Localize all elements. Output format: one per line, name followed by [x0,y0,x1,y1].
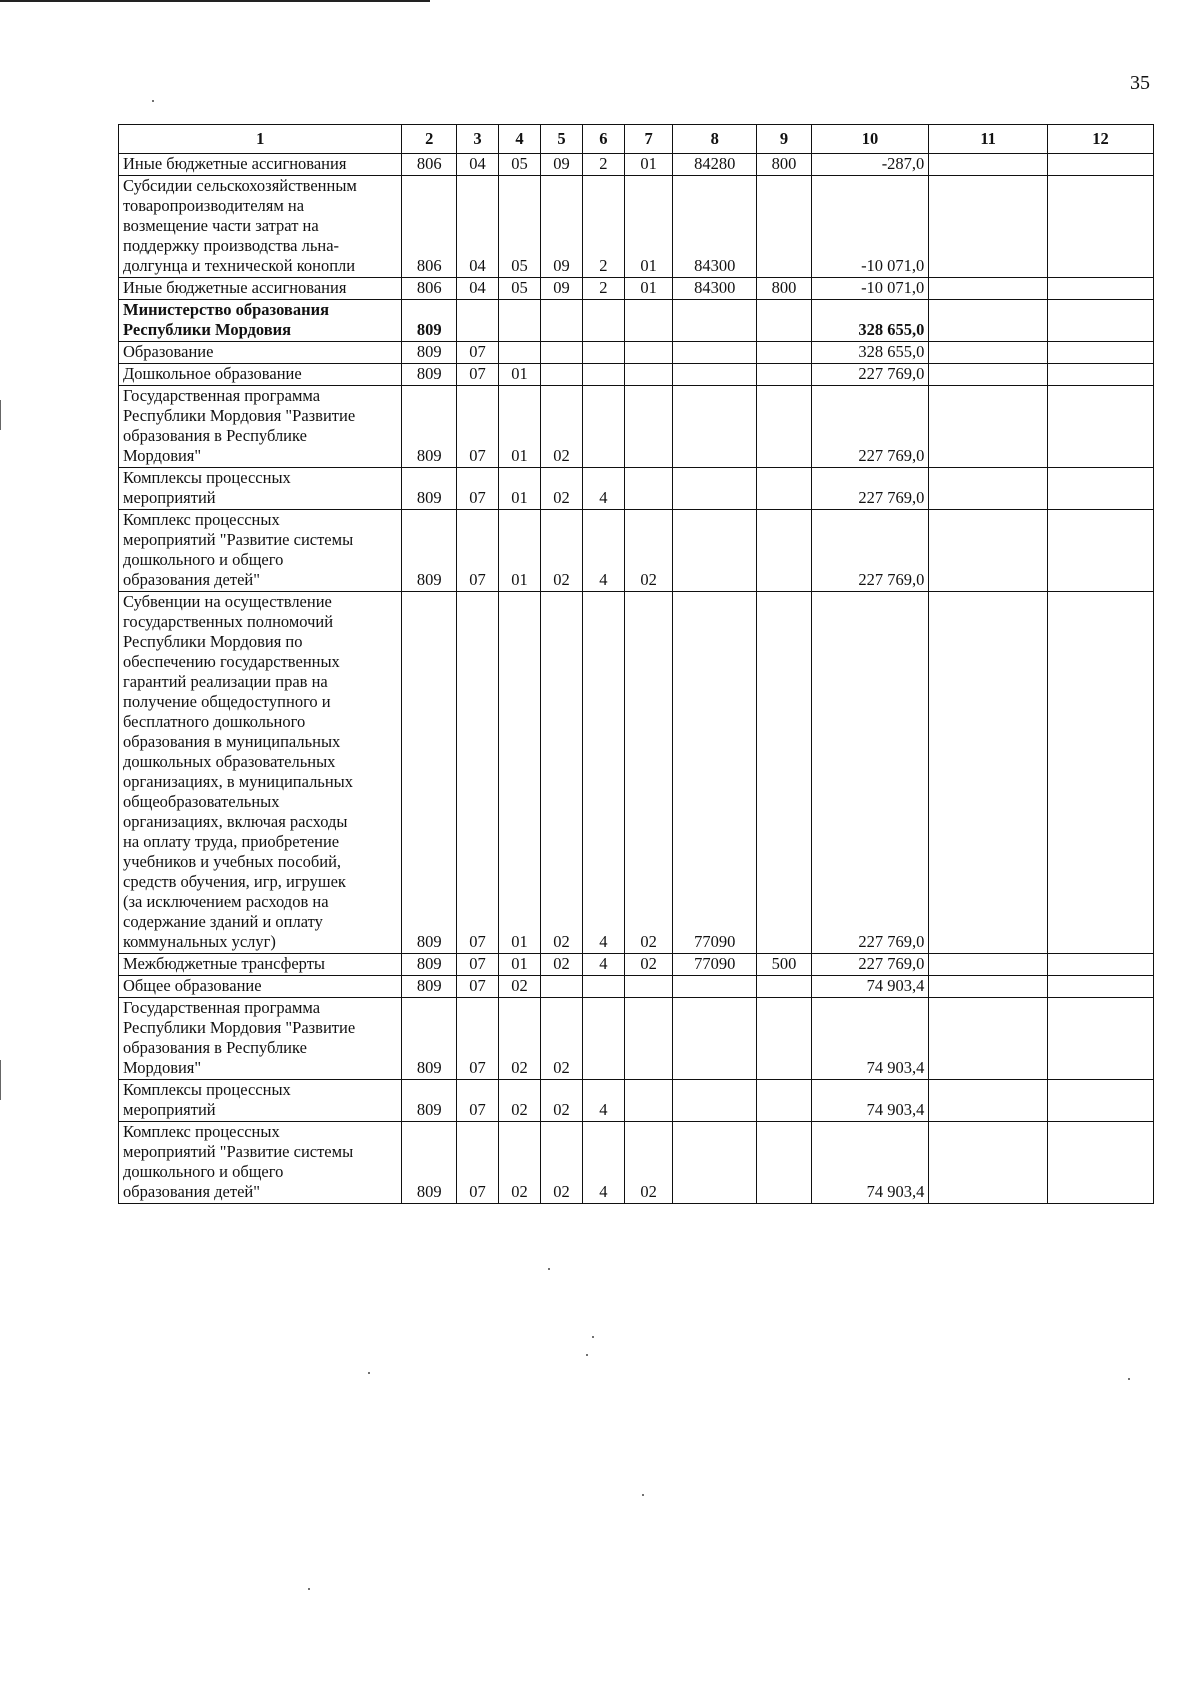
code-cell-c3: 07 [456,342,498,364]
amount-cell-c12 [1047,1080,1153,1122]
code-cell-c3: 07 [456,510,498,592]
column-header: 11 [929,125,1048,154]
code-cell-c3: 04 [456,154,498,176]
code-cell-c8: 77090 [673,592,757,954]
column-header: 5 [540,125,582,154]
code-cell-c5: 02 [540,592,582,954]
code-cell-c5: 09 [540,176,582,278]
amount-cell: 328 655,0 [811,342,929,364]
code-cell-c9 [757,976,812,998]
code-cell-c2: 809 [402,364,457,386]
amount-cell-c11 [929,510,1048,592]
code-cell-c8: 84300 [673,278,757,300]
row-name-cell: Субсидии сельскохозяйственным товаропроизводителям на возмещение части затрат на поддержку производства льна- долгунца и технической конопли [119,176,402,278]
row-name-cell: Комплексы процессных мероприятий [119,468,402,510]
column-header: 4 [498,125,540,154]
table-body [119,154,1154,1204]
table-row [119,1122,1154,1204]
scan-edge-line [0,0,430,2]
scan-speck [548,1268,550,1270]
amount-cell-c12 [1047,954,1153,976]
code-cell-c3 [456,300,498,342]
code-cell-c9 [757,386,812,468]
code-cell-c7 [624,364,672,386]
code-cell-c2: 809 [402,468,457,510]
code-cell-c4: 01 [498,592,540,954]
row-name-cell: Субвенции на осуществление государственных полномочий Республики Мордовия по обеспечению государственных гарантий реализации прав на получение общедоступного и бесплатного дошкольного образования в муниципальных дошкольных образовательных организациях, в муниципальных общеобразовательных организациях, включая расходы на оплату труда, приобретение учебников и учебных пособий, средств обучения, игр, игрушек (за исключением расходов на содержание зданий и оплату коммунальных услуг) [119,592,402,954]
table-row [119,176,1154,278]
code-cell-c5: 02 [540,954,582,976]
page-number: 35 [1130,72,1150,94]
amount-cell-c12 [1047,300,1153,342]
column-header: 1 [119,125,402,154]
amount-cell-c11 [929,176,1048,278]
code-cell-c4: 02 [498,998,540,1080]
amount-cell-c12 [1047,1122,1153,1204]
table-row [119,154,1154,176]
code-cell-c9 [757,1080,812,1122]
table-row [119,468,1154,510]
code-cell-c9 [757,510,812,592]
amount-cell-c12 [1047,468,1153,510]
amount-cell-c11 [929,278,1048,300]
code-cell-c6 [582,300,624,342]
column-header: 7 [624,125,672,154]
amount-cell: -10 071,0 [811,278,929,300]
code-cell-c6: 4 [582,1080,624,1122]
row-name-cell: Государственная программа Республики Мордовия "Развитие образования в Республике Мордовия" [119,386,402,468]
amount-cell-c11 [929,1122,1048,1204]
column-header: 8 [673,125,757,154]
table-row [119,998,1154,1080]
code-cell-c4: 01 [498,954,540,976]
scan-speck [1128,1378,1130,1380]
code-cell-c3: 07 [456,954,498,976]
code-cell-c2: 809 [402,1122,457,1204]
code-cell-c2: 809 [402,386,457,468]
code-cell-c3: 07 [456,1080,498,1122]
amount-cell-c11 [929,954,1048,976]
code-cell-c6: 4 [582,954,624,976]
amount-cell-c12 [1047,342,1153,364]
code-cell-c8 [673,1080,757,1122]
column-header: 10 [811,125,929,154]
code-cell-c2: 809 [402,954,457,976]
code-cell-c2: 806 [402,176,457,278]
code-cell-c8: 77090 [673,954,757,976]
amount-cell-c11 [929,300,1048,342]
code-cell-c6: 2 [582,278,624,300]
code-cell-c3: 07 [456,1122,498,1204]
code-cell-c7: 02 [624,510,672,592]
code-cell-c7 [624,976,672,998]
table-row [119,976,1154,998]
table-row [119,342,1154,364]
code-cell-c7: 02 [624,954,672,976]
code-cell-c4: 05 [498,154,540,176]
code-cell-c9 [757,176,812,278]
amount-cell: 74 903,4 [811,1080,929,1122]
row-name-cell: Межбюджетные трансферты [119,954,402,976]
code-cell-c8 [673,1122,757,1204]
code-cell-c3: 07 [456,364,498,386]
code-cell-c4: 01 [498,468,540,510]
amount-cell: 227 769,0 [811,510,929,592]
code-cell-c5: 02 [540,998,582,1080]
code-cell-c8 [673,342,757,364]
amount-cell: 74 903,4 [811,976,929,998]
code-cell-c7 [624,998,672,1080]
code-cell-c8 [673,998,757,1080]
row-name-cell: Комплекс процессных мероприятий "Развитие системы дошкольного и общего образования детей" [119,1122,402,1204]
code-cell-c5: 02 [540,386,582,468]
amount-cell-c12 [1047,154,1153,176]
amount-cell: 74 903,4 [811,998,929,1080]
amount-cell-c11 [929,592,1048,954]
row-name-cell: Иные бюджетные ассигнования [119,154,402,176]
code-cell-c4 [498,342,540,364]
amount-cell: 74 903,4 [811,1122,929,1204]
scan-speck [308,1588,310,1590]
table-row [119,386,1154,468]
scan-edge-mark [0,400,1,430]
code-cell-c6 [582,342,624,364]
code-cell-c7 [624,300,672,342]
code-cell-c2: 806 [402,278,457,300]
scan-edge-mark [0,1060,1,1100]
code-cell-c8 [673,976,757,998]
code-cell-c6: 4 [582,592,624,954]
code-cell-c9: 800 [757,154,812,176]
amount-cell-c11 [929,468,1048,510]
code-cell-c6: 2 [582,176,624,278]
row-name-cell: Иные бюджетные ассигнования [119,278,402,300]
code-cell-c7 [624,386,672,468]
code-cell-c8 [673,364,757,386]
table-row [119,1080,1154,1122]
code-cell-c7 [624,1080,672,1122]
amount-cell-c11 [929,342,1048,364]
code-cell-c9 [757,998,812,1080]
code-cell-c6 [582,386,624,468]
row-name-cell: Комплекс процессных мероприятий "Развитие системы дошкольного и общего образования детей" [119,510,402,592]
table-row [119,510,1154,592]
code-cell-c4: 02 [498,1080,540,1122]
row-name-cell: Образование [119,342,402,364]
table-row [119,592,1154,954]
code-cell-c7: 02 [624,592,672,954]
amount-cell-c12 [1047,510,1153,592]
amount-cell: 227 769,0 [811,364,929,386]
table-row [119,954,1154,976]
column-header: 6 [582,125,624,154]
code-cell-c9 [757,342,812,364]
column-header: 12 [1047,125,1153,154]
amount-cell: 227 769,0 [811,468,929,510]
code-cell-c7: 01 [624,154,672,176]
code-cell-c7: 01 [624,176,672,278]
code-cell-c3: 07 [456,386,498,468]
table-header-row [119,125,1154,154]
code-cell-c2: 809 [402,592,457,954]
code-cell-c5 [540,342,582,364]
amount-cell-c11 [929,998,1048,1080]
code-cell-c2: 809 [402,510,457,592]
code-cell-c5: 02 [540,510,582,592]
code-cell-c7 [624,468,672,510]
column-header: 9 [757,125,812,154]
table-row [119,364,1154,386]
code-cell-c8 [673,510,757,592]
code-cell-c4: 02 [498,976,540,998]
budget-table [118,124,1154,1204]
row-name-cell: Комплексы процессных мероприятий [119,1080,402,1122]
code-cell-c9 [757,592,812,954]
scan-speck [592,1336,594,1338]
code-cell-c5 [540,300,582,342]
code-cell-c4: 02 [498,1122,540,1204]
code-cell-c5: 09 [540,278,582,300]
code-cell-c2: 809 [402,976,457,998]
code-cell-c4 [498,300,540,342]
column-header: 3 [456,125,498,154]
amount-cell-c12 [1047,976,1153,998]
scan-speck [642,1494,644,1496]
code-cell-c5: 09 [540,154,582,176]
code-cell-c9 [757,300,812,342]
code-cell-c3: 07 [456,976,498,998]
code-cell-c9 [757,468,812,510]
code-cell-c8: 84280 [673,154,757,176]
amount-cell-c11 [929,364,1048,386]
code-cell-c5: 02 [540,1080,582,1122]
amount-cell: 227 769,0 [811,592,929,954]
amount-cell: 227 769,0 [811,386,929,468]
amount-cell-c12 [1047,364,1153,386]
code-cell-c2: 809 [402,1080,457,1122]
column-header: 2 [402,125,457,154]
amount-cell: 227 769,0 [811,954,929,976]
row-name-cell: Государственная программа Республики Мордовия "Развитие образования в Республике Мордовия" [119,998,402,1080]
code-cell-c5: 02 [540,468,582,510]
code-cell-c6 [582,976,624,998]
code-cell-c9: 500 [757,954,812,976]
code-cell-c3: 07 [456,998,498,1080]
amount-cell-c11 [929,154,1048,176]
code-cell-c4: 05 [498,278,540,300]
code-cell-c5 [540,364,582,386]
code-cell-c7: 02 [624,1122,672,1204]
amount-cell-c12 [1047,278,1153,300]
amount-cell: -10 071,0 [811,176,929,278]
code-cell-c8: 84300 [673,176,757,278]
code-cell-c6 [582,364,624,386]
code-cell-c5: 02 [540,1122,582,1204]
amount-cell-c12 [1047,998,1153,1080]
amount-cell-c12 [1047,386,1153,468]
code-cell-c8 [673,468,757,510]
code-cell-c2: 806 [402,154,457,176]
amount-cell-c11 [929,1080,1048,1122]
row-name-cell: Дошкольное образование [119,364,402,386]
amount-cell: -287,0 [811,154,929,176]
code-cell-c6 [582,998,624,1080]
code-cell-c8 [673,386,757,468]
code-cell-c6: 4 [582,510,624,592]
row-name-cell: Министерство образования Республики Мордовия [119,300,402,342]
code-cell-c3: 07 [456,468,498,510]
code-cell-c6: 2 [582,154,624,176]
code-cell-c4: 05 [498,176,540,278]
amount-cell: 328 655,0 [811,300,929,342]
code-cell-c6: 4 [582,1122,624,1204]
code-cell-c9 [757,364,812,386]
code-cell-c4: 01 [498,510,540,592]
scan-speck [368,1372,370,1374]
code-cell-c7 [624,342,672,364]
code-cell-c6: 4 [582,468,624,510]
code-cell-c3: 04 [456,278,498,300]
table-row [119,278,1154,300]
amount-cell-c12 [1047,176,1153,278]
code-cell-c4: 01 [498,386,540,468]
amount-cell-c11 [929,386,1048,468]
table-row [119,300,1154,342]
code-cell-c3: 04 [456,176,498,278]
scan-speck [586,1354,588,1356]
code-cell-c8 [673,300,757,342]
scan-speck [152,100,154,102]
row-name-cell: Общее образование [119,976,402,998]
amount-cell-c11 [929,976,1048,998]
code-cell-c7: 01 [624,278,672,300]
code-cell-c9 [757,1122,812,1204]
code-cell-c3: 07 [456,592,498,954]
code-cell-c4: 01 [498,364,540,386]
code-cell-c2: 809 [402,998,457,1080]
code-cell-c5 [540,976,582,998]
code-cell-c9: 800 [757,278,812,300]
code-cell-c2: 809 [402,342,457,364]
amount-cell-c12 [1047,592,1153,954]
code-cell-c2: 809 [402,300,457,342]
